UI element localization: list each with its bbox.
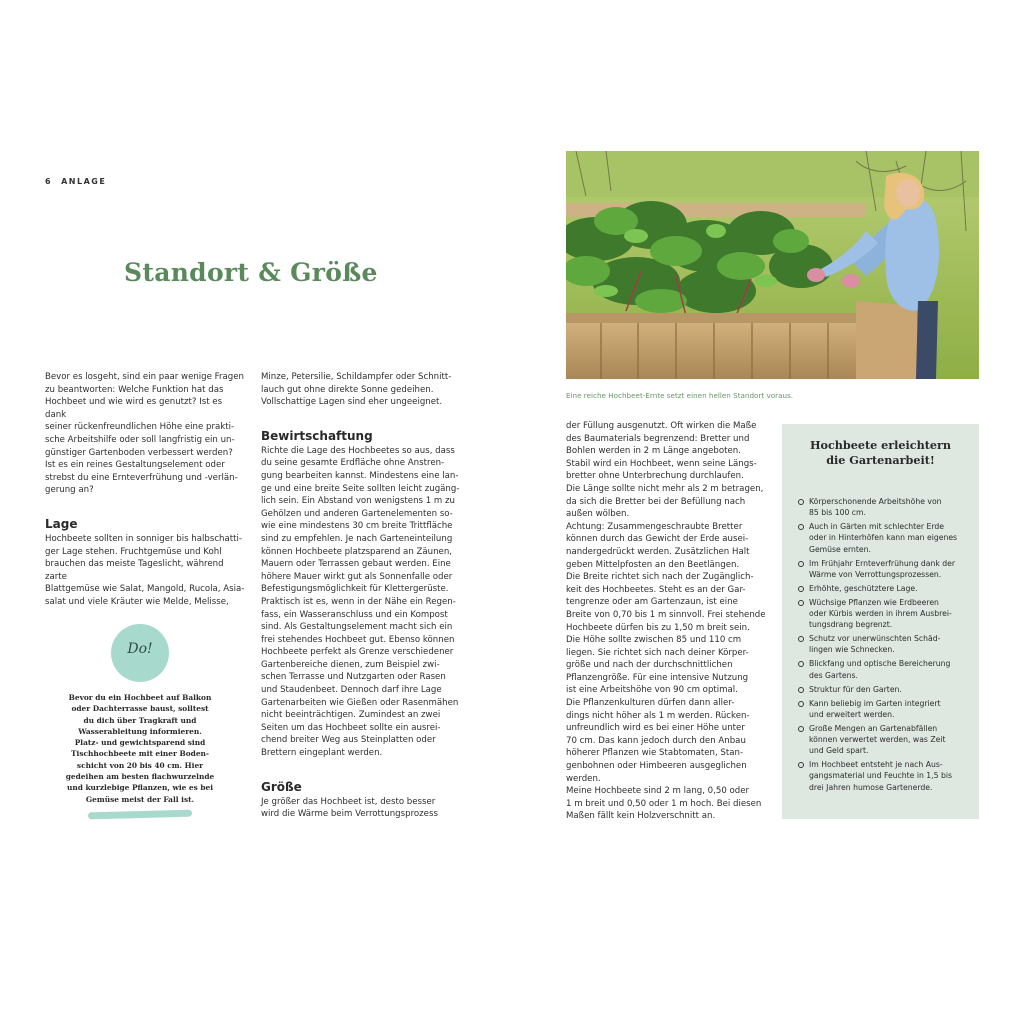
text-line: keit des Hochbeetes. Steht es an der Gar- bbox=[566, 584, 746, 595]
text-line: 70 cm. Das kann jedoch durch den Anbau bbox=[566, 735, 746, 746]
text-line: tengrenze oder am Gartenzaun, ist eine bbox=[566, 597, 738, 608]
do-callout-text bbox=[64, 692, 216, 805]
text-line: Hochbeete erleichtern bbox=[809, 438, 952, 452]
text-line: seiner rückenfreundlichen Höhe eine prakti- bbox=[45, 422, 235, 433]
text-line: und Staudenbeet. Dennoch darf ihre Lage bbox=[261, 685, 442, 696]
text-line: werden. bbox=[566, 773, 601, 784]
text-line: Gemüse meist der Fall ist. bbox=[85, 794, 195, 804]
text-line: geben Mittelpfosten an den Beetlängen. bbox=[566, 559, 740, 570]
list-item: Erhöhte, geschütztere Lage. bbox=[798, 583, 970, 594]
text-line: Achtung: Zusammengeschraubte Bretter bbox=[566, 521, 743, 532]
text-line: Brettern eingeplant werden. bbox=[261, 748, 383, 759]
text-line: günstiger Gartenboden verbessert werden? bbox=[45, 447, 233, 458]
text-line: und kurzlebige Pflanzen, wie es bei bbox=[66, 783, 214, 793]
text-line: sind. Als Gestaltungselement macht sich ein bbox=[261, 622, 453, 633]
text-line: oder Dachterrasse baust, solltest bbox=[71, 704, 209, 714]
text-line: Richte die Lage des Hochbeetes so aus, dass bbox=[261, 445, 455, 456]
text-line: Blattgemüse wie Salat, Mangold, Rucola, Asia- bbox=[45, 584, 245, 595]
text-line: Praktisch ist es, wenn in der Nähe ein Regen- bbox=[261, 596, 456, 607]
list-item: Körperschonende Arbeitshöhe von 85 bis 100 cm. bbox=[798, 496, 970, 518]
text-line: du seine gesamte Erdfläche ohne Anstren- bbox=[261, 458, 445, 469]
text-line: Platz- und gewichtsparend sind bbox=[74, 738, 206, 748]
heading-lage: Lage bbox=[45, 516, 78, 531]
text-line: Bohlen werden in 2 m Länge angeboten. bbox=[566, 446, 741, 457]
shade-paragraph bbox=[261, 371, 461, 409]
list-item: Schutz vor unerwünschten Schäd- lingen wie Schnecken. bbox=[798, 633, 970, 655]
text-line: des Baumaterials begrenzend: Bretter und bbox=[566, 433, 750, 444]
text-line: gung bearbeiten kannst. Mindestens eine lan- bbox=[261, 470, 459, 481]
text-line: nicht beeinträchtigen. Zumindest an zwei bbox=[261, 710, 441, 721]
do-badge bbox=[111, 624, 169, 682]
heading-bewirtschaftung: Bewirtschaftung bbox=[261, 428, 373, 443]
text-line: salat und viele Kräuter wie Melde, Melisse, bbox=[45, 596, 229, 607]
column-3 bbox=[566, 420, 766, 823]
text-line: sind zu empfehlen. Je nach Garteneinteilung bbox=[261, 533, 453, 544]
text-line: lauch gut ohne direkte Sonne gedeihen. bbox=[261, 384, 434, 395]
list-item: Wüchsige Pflanzen wie Erdbeeren oder Kürbis werden in ihrem Ausbrei- tungsdrang begrenzt. bbox=[798, 597, 970, 631]
text-line: Die Länge sollte nicht mehr als 2 m betragen, bbox=[566, 483, 764, 494]
text-line: du dich über Tragkraft und bbox=[83, 715, 197, 725]
text-line: ist eine Arbeitshöhe von 90 cm optimal. bbox=[566, 685, 738, 696]
text-line: ger Lage stehen. Fruchtgemüse und Kohl bbox=[45, 546, 222, 557]
text-line: können Hochbeete platzsparend an Zäunen, bbox=[261, 546, 453, 557]
heading-groesse: Größe bbox=[261, 779, 302, 794]
text-line: Hochbeet und wie wird es genutzt? Ist es dank bbox=[45, 397, 223, 420]
text-line: Gartenarbeiten wie Gießen oder Rasenmähen bbox=[261, 697, 459, 708]
page-header bbox=[45, 177, 106, 186]
text-line: frei stehendes Hochbeet gut. Ebenso können bbox=[261, 634, 455, 645]
list-item: Auch in Gärten mit schlechter Erde oder in Hinterhöfen kann man eigenes Gemüse ernten. bbox=[798, 521, 970, 555]
list-item: Im Hochbeet entsteht je nach Aus- gangsmaterial und Feuchte in 1,5 bis drei Jahren humose Gartenerde. bbox=[798, 759, 970, 793]
text-line: Gartenbereiche dienen, zum Beispiel zwi- bbox=[261, 659, 440, 670]
text-line: wie eine mindestens 30 cm breite Trittfläche bbox=[261, 521, 453, 532]
text-line: schen Terrasse und Nutzgarten oder Rasen bbox=[261, 672, 446, 683]
text-line: Seiten um das Hochbeet sollte ein ausrei- bbox=[261, 722, 441, 733]
text-line: höhere Mauer wirkt gut als Sonnenfalle oder bbox=[261, 571, 453, 582]
list-item: Kann beliebig im Garten integriert und erweitert werden. bbox=[798, 698, 970, 720]
text-line: chend breiter Weg aus Steinplatten oder bbox=[261, 735, 436, 746]
text-line: der Füllung ausgenutzt. Oft wirken die Maße bbox=[566, 421, 757, 431]
list-item: Struktur für den Garten. bbox=[798, 684, 970, 695]
intro-paragraph bbox=[45, 371, 245, 497]
column-2 bbox=[261, 371, 461, 821]
text-line: Hochbeete dürfen bis zu 1,50 m breit sein. bbox=[566, 622, 750, 633]
text-line: Wasserableitung informieren. bbox=[78, 726, 202, 736]
text-line: Mauern oder Terrassen gebaut werden. Eine bbox=[261, 559, 451, 570]
page-number: 6 bbox=[45, 177, 53, 186]
benefits-list bbox=[798, 496, 970, 796]
benefits-box bbox=[782, 424, 979, 819]
text-line: fass, ein Wasseranschluss und ein Kompost bbox=[261, 609, 448, 620]
photo-caption: Eine reiche Hochbeet-Ernte setzt einen hellen Standort voraus. bbox=[566, 391, 794, 400]
text-line: Minze, Petersilie, Schildampfer oder Schnitt- bbox=[261, 372, 452, 382]
text-line: wird die Wärme beim Verrottungsprozess bbox=[261, 809, 438, 820]
benefits-box-title bbox=[782, 438, 979, 468]
text-line: da sich die Bretter bei der Befüllung nach bbox=[566, 496, 746, 507]
text-line: Ist es ein reines Gestaltungselement oder bbox=[45, 460, 225, 471]
text-line: brauchen das meiste Tageslicht, während zarte bbox=[45, 559, 224, 582]
text-line: 1 m breit und 0,50 oder 1 m hoch. Bei diesen bbox=[566, 798, 762, 809]
list-item: Große Mengen an Gartenabfällen können verwertet werden, was Zeit und Geld spart. bbox=[798, 723, 970, 757]
text-line: strebst du eine Ernteverfrühung und -verlän- bbox=[45, 472, 238, 483]
raised-bed-photo bbox=[566, 151, 979, 379]
text-line: bretter ohne Unterbrechung durchlaufen. bbox=[566, 471, 744, 482]
text-line: größe und nach der durchschnittlichen bbox=[566, 660, 733, 671]
text-line: die Gartenarbeit! bbox=[826, 453, 935, 467]
text-line: liegen. Sie richtet sich nach deiner Körper- bbox=[566, 647, 749, 658]
text-line: Hochbeete sollten in sonniger bis halbschatti- bbox=[45, 533, 242, 544]
text-line: Maßen fällt kein Holzverschnitt an. bbox=[566, 811, 716, 822]
text-line: zu beantworten: Welche Funktion hat das bbox=[45, 384, 224, 395]
text-line: Die Höhe sollte zwischen 85 und 110 cm bbox=[566, 635, 742, 646]
list-item: Blickfang und optische Bereicherung des Gartens. bbox=[798, 658, 970, 680]
text-line: höherer Pflanzen wie Stabtomaten, Stan- bbox=[566, 748, 744, 759]
text-line: gerung an? bbox=[45, 485, 94, 496]
text-line: nandergedrückt werden. Zusätzlichen Halt bbox=[566, 546, 750, 557]
lage-paragraph bbox=[45, 533, 245, 609]
page-title: Standort & Größe bbox=[124, 258, 378, 287]
text-line: lich sein. Ein Abstand von wenigstens 1 m zu bbox=[261, 496, 455, 507]
text-line: außen wölben. bbox=[566, 509, 630, 520]
text-line: unfreundlich wird es bei einer Höhe unter bbox=[566, 723, 745, 734]
text-line: gedeihen am besten flachwurzelnde bbox=[65, 772, 215, 782]
decorative-underline bbox=[88, 810, 192, 820]
text-line: Vollschattige Lagen sind eher ungeeignet. bbox=[261, 397, 443, 408]
text-line: Gehölzen und anderen Gartenelementen so- bbox=[261, 508, 453, 519]
do-badge-label: Do! bbox=[127, 641, 153, 657]
text-line: Pflanzengröße. Für eine intensive Nutzung bbox=[566, 672, 749, 683]
text-line: Die Pflanzenkulturen dürfen dann aller- bbox=[566, 698, 735, 709]
text-line: sche Arbeitshilfe oder soll langfristig ein un- bbox=[45, 434, 235, 445]
text-line: Bevor du ein Hochbeet auf Balkon bbox=[68, 693, 212, 702]
text-line: schicht von 20 bis 40 cm. Hier bbox=[76, 760, 204, 770]
text-line: ge und eine breite Seite sollten leicht zugäng- bbox=[261, 483, 460, 494]
text-line: Die Breite richtet sich nach der Zugänglich- bbox=[566, 572, 754, 583]
list-item: Im Frühjahr Ernteverfrühung dank der Wärme von Verrottungsprozessen. bbox=[798, 558, 970, 580]
text-line: Je größer das Hochbeet ist, desto besser bbox=[261, 796, 436, 807]
text-line: Meine Hochbeete sind 2 m lang, 0,50 oder bbox=[566, 786, 750, 797]
text-line: können durch das Gewicht der Erde ausei- bbox=[566, 534, 749, 545]
text-line: Tischhochbeete mit einer Boden- bbox=[71, 749, 209, 759]
bewirtschaftung-paragraph bbox=[261, 445, 461, 760]
text-line: Hochbeete perfekt als Grenze verschiedener bbox=[261, 647, 454, 658]
text-line: genbohnen oder Himbeeren ausgeglichen bbox=[566, 761, 747, 772]
section-label: ANLAGE bbox=[61, 177, 107, 186]
text-line: Befestigungsmöglichkeit für Klettergerüste. bbox=[261, 584, 449, 595]
column-1 bbox=[45, 371, 245, 609]
text-line: Breite von 0,70 bis 1 m sinnvoll. Frei stehende bbox=[566, 609, 766, 620]
text-line: dings nicht höher als 1 m werden. Rücken- bbox=[566, 710, 750, 721]
text-line: Stabil wird ein Hochbeet, wenn seine Längs- bbox=[566, 458, 757, 469]
text-line: Bevor es losgeht, sind ein paar wenige Fragen bbox=[45, 372, 244, 382]
groesse-paragraph bbox=[261, 796, 461, 821]
